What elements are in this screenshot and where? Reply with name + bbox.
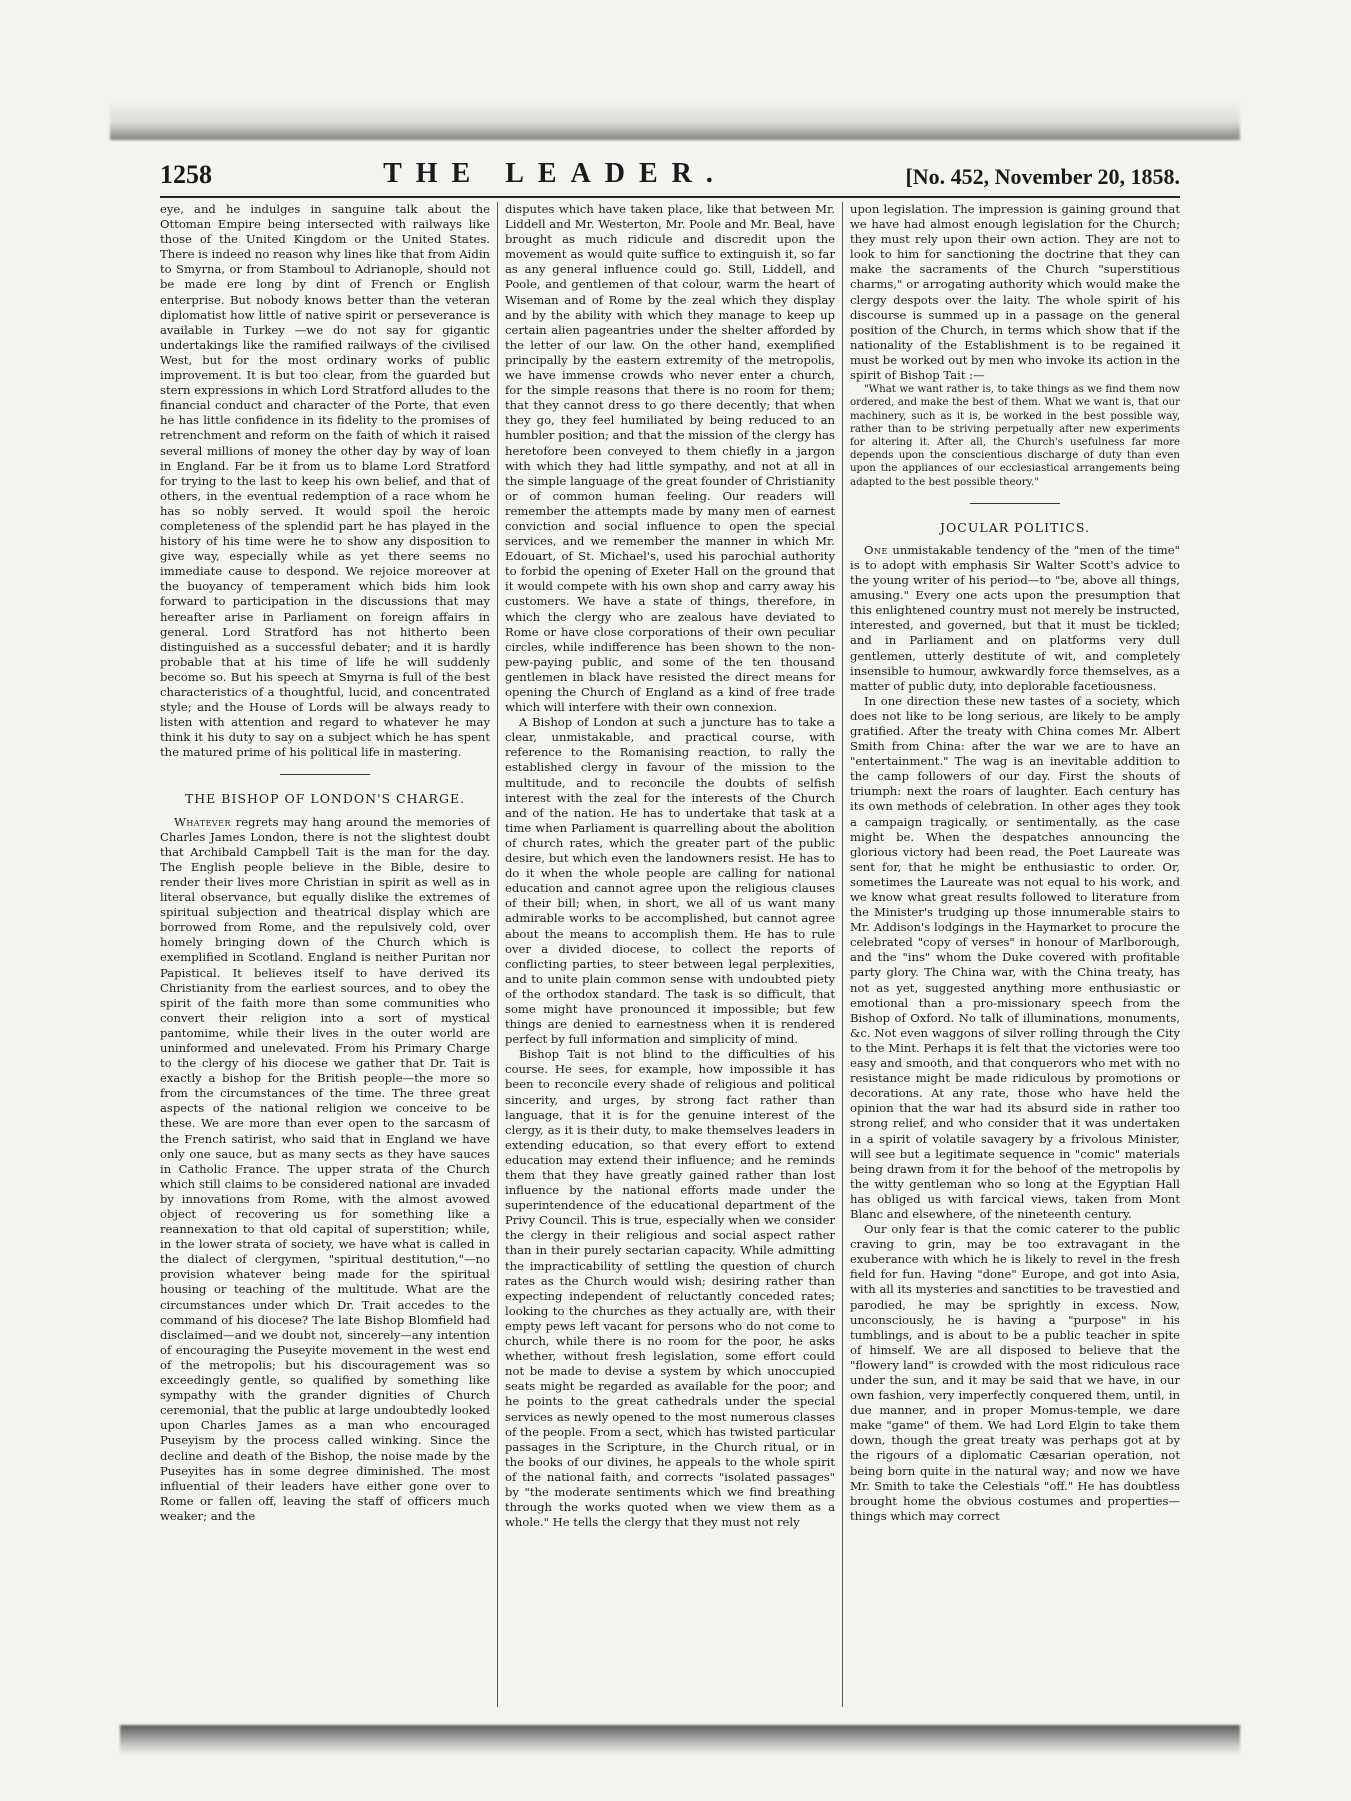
article-paragraph: disputes which have taken place, like that between Mr. Liddell and Mr. Westerton, Mr. Poole and Mr. Beal, have brought as much ridicule and discredit upon the movement as would quite suffice to extinguish it, so far as any general influence could go. Still, Liddell, and Poole, and gentlemen of that colour, warm the heart of Wiseman and of Rome by the zeal which they display and by the ability with which they manage to keep up certain alien pageantries under the shelter afforded by the letter of our law. On the other hand, exemplified principally by the eastern extremity of the metropolis, we have immense crowds who never enter a church, for the simple reasons that there is no room for them; that they cannot dress to go there decently; that when they go, they feel humiliated by being reduced to an humbler position; and that the mission of the clergy has heretofore been conveyed to them chiefly in a jargon with which they had little sympathy, and not at all in the simple language of the great founder of Christianity or of common human feeling. Our readers will remember the attempts made by many men of earnest conviction and social influence to open the special services, and we remember the manner in which Mr. Edouart, of St. Michael's, used his parochial authority to forbid the opening of Exeter Hall on the ground that it would compete with his own shop and carry away his customers. We have a state of things, therefore, in which the clergy who are zealous have deviated to Rome or have close corporations of their own peculiar circles, while indifference has been shown to the non-pew-paying public, and some of the ten thousand gentlemen in black have resisted the direct means for opening the Church of England as a kind of free trade which will interfere with their own connexion.	[505, 202, 835, 715]
section-divider	[280, 774, 370, 775]
article-paragraph: upon legislation. The impression is gaining ground that we have had almost enough legislation for the Church; they must rely upon their own action. They are not to look to him for sanctioning the doctrine that they can make the sacraments of the Church "superstitious charms," or arrogating authority which would make the clergy despots over the laity. The whole spirit of his discourse is summed up in a passage on the general position of the Church, in terms which show that if the nationality of the Establishment is to be regained it must be worked out by men who invoke its action in the spirit of Bishop Tait :—	[850, 202, 1180, 383]
article-paragraph: A Bishop of London at such a juncture has to take a clear, unmistakable, and practical course, with reference to the Romanising reaction, to rally the established clergy in favour of the mission to the multitude, and to reconcile the doubts of selfish interest with the zeal for the interests of the Church and of the nation. He has to undertake that task at a time when Parliament is quarrelling about the abolition of church rates, which the greater part of the public desire, but which even the landowners resist. He has to do it when the whole people are calling for national education and cannot agree upon the religious clauses of their bill; when, in short, we all of us want many admirable works to be accomplished, but cannot agree about the means to accomplish them. He has to rule over a divided diocese, to collect the reports of conflicting parties, to steer between legal perplexities, and to unite plain common sense with undoubted piety of the orthodox standard. The task is so difficult, that some might have pronounced it impossible; but few things are denied to earnestness when it is rendered perfect by full information and simplicity of mind.	[505, 715, 835, 1047]
article-paragraph: eye, and he indulges in sanguine talk about the Ottoman Empire being intersected with railways like those of the United Kingdom or the United States. There is indeed no reason why lines like that from Aidin to Smyrna, or from Stamboul to Adrianople, should not be made ere long by dint of French or English enterprise. But nobody knows better than the veteran diplomatist how little of native spirit or perseverance is available in Turkey —we do not say for gigantic undertakings like the ramified railways of the civilised West, but for the most ordinary works of public improvement. It is but too clear, from the guarded but stern expressions in which Lord Stratford alludes to the financial conduct and character of the Porte, that even he has little confidence in its fidelity to the promises of retrenchment and reform on the faith of which it raised several millions of money the other day by way of loan in England. Far be it from us to blame Lord Stratford for trying to the last to keep his own belief, and that of others, in the eventual redemption of a race whom he has so nobly served. It would spoil the heroic completeness of the splendid part he has played in the history of his time were he to show any disposition to give way, especially while as yet there seems no immediate cause to despond. We rejoice moreover at the buoyancy of temperament which bids him look forward to participation in the discussions that may hereafter arise in Parliament on foreign affairs in general. Lord Stratford has not hitherto been distinguished as a successful debater; and it is hardly probable that at his time of life he will suddenly become so. But his speech at Smyrna is full of the best characteristics of a thoughtful, lucid, and concentrated style; and the House of Lords will be always ready to listen with attention and regard to whatever he may think it his duty to say on a subject which he has spent the matured prime of his political life in mastering.	[160, 202, 490, 760]
article-paragraph: Our only fear is that the comic caterer to the public craving to grin, may be too extravagant in the exuberance with which he is likely to revel in the fresh field for fun. Having "done" Europe, and got into Asia, with all its mysteries and sanctities to be travestied and parodied, he may be sprightly in excess. Now, unconsciously, he is having a "purpose" in his tumblings, and is about to be a public teacher in spite of himself. We are all disposed to believe that the "flowery land" is crowded with the most ridiculous race under the sun, and it may be said that we have, in our own fashion, very imperfectly conquered them, until, in due manner, and in proper Momus-temple, we dare make "game" of them. We had Lord Elgin to take them down, though the great treaty was perhaps got at by the rigours of a diplomatic Cæsarian operation, not being born quite in the natural way; and now we have Mr. Smith to take the Celestials "off." He has doubtless brought home the obvious costumes and properties—things which may correct	[850, 1222, 1180, 1523]
column-3	[850, 202, 1180, 1707]
article-paragraph	[850, 543, 1180, 694]
issue-date: [No. 452, November 20, 1858.	[905, 164, 1180, 189]
article-paragraph	[160, 815, 490, 1524]
lead-word: One	[864, 542, 888, 557]
masthead: THE LEADER.	[383, 158, 727, 189]
paragraph-text: regrets may hang around the memories of Charles James London, there is not the slightest doubt that Archibald Campbell Tait is the man for the day. The English people believe in the Bible, desire to render their lives more Christian in spirit as well as in literal observance, but equally dislike the extremes of spiritual subjection and theatrical display which are borrowed from Rome, and the repulsively cold, over homely bringing down of the Church which is exemplified in Scotland. England is neither Puritan nor Papistical. It believes itself to have derived its Christianity from the earliest sources, and to obey the spirit of the faith more than some communities who convert their religion into a sort of mystical pantomime, while their lives in the outer world are uninformed and unelevated. From his Primary Charge to the clergy of his diocese we gather that Dr. Tait is exactly a bishop for the British people—the more so from the circumstances of the time. The three great aspects of the national religion we conceive to be these. We are more than ever open to the sarcasm of the French satirist, who said that in England we have only one sauce, but as many sects as they have sauces in Catholic France. The upper strata of the Church which still claims to be considered national are invaded by innovations from Rome, with the almost avowed object of recovering us for something like a reannexation to that old capital of superstition; while, in the lower strata of society, we have what is called in the dialect of clergymen, "spiritual destitution,"—no provision whatever being made for the spiritual housing or teaching of the multitude. What are the circumstances under which Dr. Trait accedes to the command of his diocese? The late Bishop Blomfield had disclaimed—and we doubt not, sincerely—any intention of encouraging the Puseyite movement in the west end of the metropolis; but his discouragement was so exceedingly gentle, so qualified by something like sympathy with the grander dignities of Church ceremonial, that the public at large undoubtedly looked upon Charles James as a man who encouraged Puseyism by the process called winking. Since the decline and death of the Bishop, the noise made by the Puseyites has in some degree diminished. The most influential of their leaders have either gone over to Rome or fallen off, leaving the staff of officers much weaker; and the	[160, 814, 490, 1523]
scan-shadow-top	[110, 100, 1240, 140]
article-paragraph: In one direction these new tastes of a society, which does not like to be long serious, are likely to be amply gratified. After the treaty with China comes Mr. Albert Smith from China: after the war we are to have an "entertainment." The wag is an inevitable addition to the camp followers of our day. First the shouts of triumph: next the roars of laughter. Each century has its own methods of celebration. In other ages they took a campaign tragically, or sentimentally, as the case might be. When the despatches announcing the glorious victory had been read, the Poet Laureate was sent for, that he might be enthusiastic to order. Or, sometimes the Laureate was not equal to his work, and we know what great results followed to literature from the Minister's trudging up those innumerable stairs to Mr. Addison's lodgings in the Haymarket to procure the celebrated "copy of verses" in honour of Marlborough, and the "ins" whom the Duke covered with profitable party glory. The China war, with the China treaty, has not as yet, suggested anything more enthusiastic or emotional than a pro-missionary speech from the Bishop of Oxford. No talk of illuminations, monuments, &c. Not even waggons of silver rolling through the City to the Mint. Perhaps it is felt that the victories were too easy and smooth, and that conquerors who met with no resistance might be made ridiculous by promotions or decorations. At any rate, those who have held the opinion that the war had its absurd side in rather too strong relief, and who consider that it was undertaken in a spirit of volatile savagery by a frivolous Minister, will see but a legitimate sequence in "comic" materials being drawn from it for the behoof of the metropolis by the witty gentleman who so long at the Egyptian Hall has obliged us with farcical views, taken from Mont Blanc and elsewhere, of the nineteenth century.	[850, 693, 1180, 1221]
column-divider	[497, 202, 498, 1707]
scan-shadow-bottom	[120, 1725, 1240, 1755]
header-rule	[160, 196, 1180, 198]
section-divider	[970, 503, 1060, 504]
block-quote: "What we want rather is, to take things as we find them now ordered, and make the best of them. What we want is, that our machinery, such as it is, be worked in the best possible way, rather than to be striving perpetually after new experiments for altering it. After all, the Church's usefulness far more depends upon the conscientious discharge of duty than even upon the appliances of our ecclesiastical arrangements being adapted to the best possible theory."	[850, 384, 1180, 488]
paragraph-text: unmistakable tendency of the "men of the time" is to adopt with emphasis Sir Walter Scott's advice to the young writer of his period—to "be, above all things, amusing." Every one acts upon the presumption that this enlightened country must not merely be instructed, interested, and governed, but that it must be tickled; and in Parliament and on platforms very dull gentlemen, utterly destitute of wit, and completely insensible to humour, awkwardly force themselves, as a matter of public duty, into deplorable facetiousness.	[850, 542, 1180, 693]
section-title: JOCULAR POLITICS.	[940, 519, 1090, 535]
article-paragraph: Bishop Tait is not blind to the difficulties of his course. He sees, for example, how impossible it has been to reconcile every shade of religious and political sincerity, and urges, by strong fact rather than language, that it is for the genuine interest of the clergy, as it is their duty, to make themselves leaders in extending education, so that every effort to extend education may extend their influence; and he reminds them that they have greatly gained rather than lost influence by the national efforts made under the superintendence of the educational department of the Privy Council. This is true, especially when we consider the clergy in their religious and social aspect rather than in their purely sectarian capacity. While admitting the impracticability of settling the question of church rates as the Church would wish; desiring rather than expecting independent of reluctantly conceded rates; looking to the churches as they actually are, with their empty pews left vacant for persons who do not come to church, while there is no room for the poor, he asks whether, without fresh legislation, some effort could not be made to devise a system by which unoccupied seats might be regarded as available for the poor; and he points to the great cathedrals under the special services as newly opened to the most numerous classes of the people. From a sect, which has twisted particular passages in the Scripture, in the Church ritual, or in the books of our divines, he appeals to the whole spirit of the national faith, and corrects "isolated passages" by "the moderate sentiments which we find breathing through the works quoted when we view them as a whole." He tells the clergy that they must not rely	[505, 1047, 835, 1530]
article-columns	[160, 202, 1180, 1707]
section-title: THE BISHOP OF LONDON'S CHARGE.	[184, 791, 466, 807]
lead-word: Whatever	[174, 814, 232, 829]
page-number: 1258	[160, 160, 212, 189]
column-1	[160, 202, 490, 1707]
column-divider	[842, 202, 843, 1707]
page-header	[160, 150, 1180, 190]
column-2	[505, 202, 835, 1707]
